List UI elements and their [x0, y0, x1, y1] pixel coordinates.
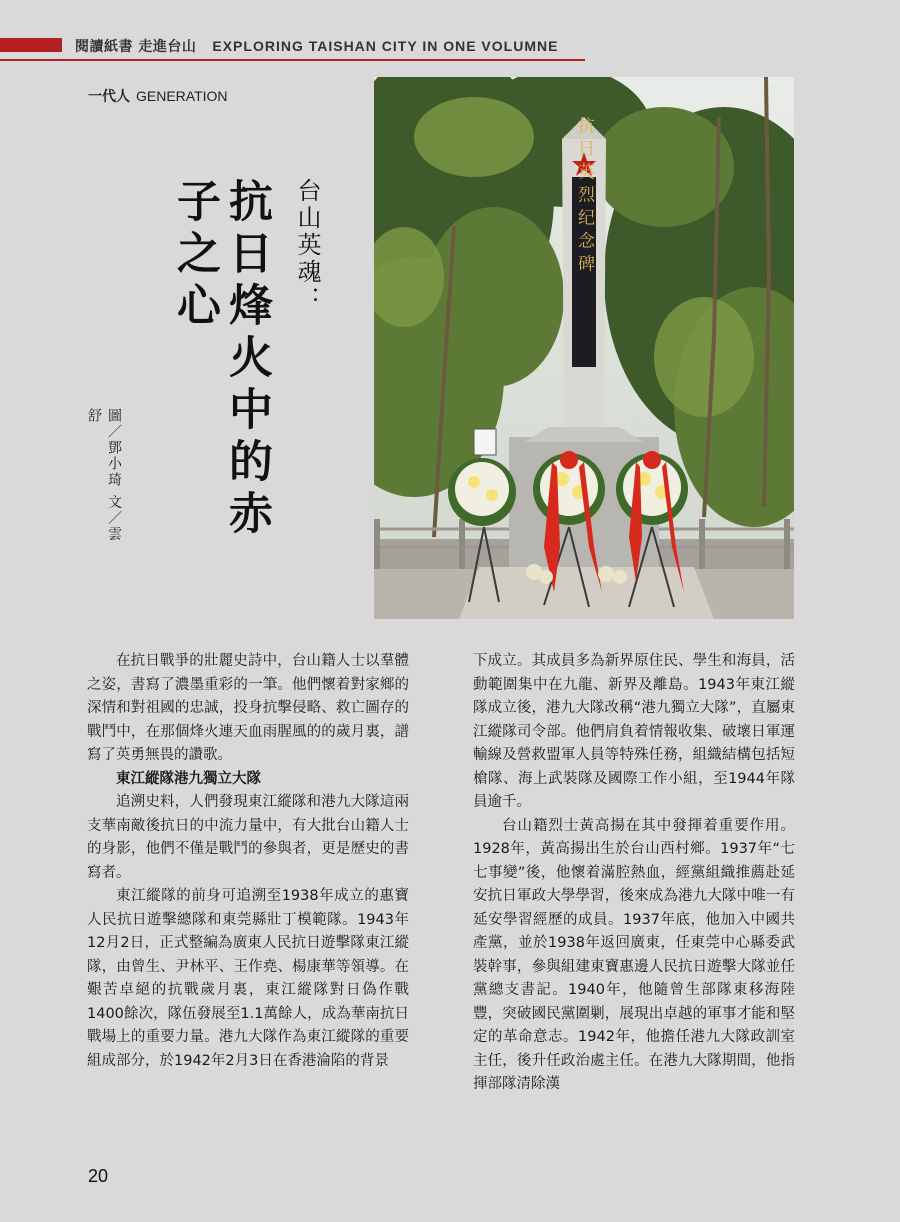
- paragraph: 追溯史料，人們發現東江縱隊和港九大隊這兩支華南敵後抗日的中流力量中，有大批台山籍人士的身影，他們不僅是戰鬥的參與者，更是歷史的書寫者。: [87, 794, 409, 881]
- article-column-2: [473, 650, 795, 1097]
- header-en: EXPLORING TAISHAN CITY IN ONE VOLUMNE: [212, 38, 559, 54]
- byline: 圖／鄧小琦 文／雲舒: [86, 408, 122, 543]
- article-title: 抗日烽火中的赤子之心: [169, 178, 272, 542]
- header-rule: [0, 59, 585, 61]
- paragraph-continued: 下成立。其成員多為新界原住民、學生和海員，活動範圍集中在九龍、新界及離島。1943年東江縱隊成立後，港九大隊改稱“港九獨立大隊”，直屬東江縱隊司令部。他們肩負着情報收集、破壞日軍運輸線及營救盟軍人員等特殊任務，組織結構包括短槍隊、海上武裝隊及國際工作小組，至1944年隊員逾千。: [473, 653, 795, 810]
- subheading: 東江縱隊港九獨立大隊: [116, 770, 261, 787]
- paragraph: 東江縱隊的前身可追溯至1938年成立的惠寶人民抗日遊擊總隊和東莞縣壯丁模範隊。1943年12月2日，正式整編為廣東人民抗日遊擊隊東江縱隊，由曾生、尹林平、王作堯、楊康華等領導。在艱苦卓絕的抗戰歲月裏，東江縱隊對日偽作戰1400餘次，隊伍發展至1.1萬餘人，成為華南抗日戰場上的重要力量。港九大隊作為東江縱隊的重要組成部分，於1942年2月3日在香港淪陷的背景: [87, 888, 409, 1069]
- article-subtitle: 台山英魂：: [293, 178, 321, 313]
- paragraph: 台山籍烈士黃高揚在其中發揮着重要作用。1928年，黃高揚出生於台山西村鄉。1937年“七七事變”後，他懷着滿腔熱血，經黨組織推薦赴延安抗日軍政大學學習，後來成為港九大隊中唯一有延安學習經歷的成員。1937年底，他加入中國共產黨，並於1938年返回廣東，任東莞中心縣委武裝幹事，參與組建東寶惠邊人民抗日遊擊大隊並任黨總支書記。1940年，他隨曾生部隊東移海陸豐，突破國民黨圍剿，展現出卓越的軍事才能和堅定的革命意志。1942年，他擔任港九大隊政訓室主任，後升任政治處主任。在港九大隊期間，他指揮部隊清除漢: [473, 817, 795, 1092]
- header-zh: 閱讀紙書 走進台山: [75, 39, 197, 55]
- paragraph: 在抗日戰爭的壯麗史詩中，台山籍人士以羣體之姿，書寫了濃墨重彩的一筆。他們懷着對家鄉的深情和對祖國的忠誠，投身抗擊侵略、救亡圖存的戰鬥中，在那個烽火連天血雨腥風的的歲月裏，譜寫了英勇無畏的讚歌。: [87, 653, 409, 763]
- article-column-1: [87, 650, 409, 1073]
- section-zh: 一代人: [88, 89, 130, 105]
- page-number: 20: [88, 1166, 109, 1186]
- monument-inscription: 抗日英烈纪念碑: [574, 116, 594, 278]
- section-en: GENERATION: [136, 88, 228, 104]
- section-label: [88, 86, 228, 106]
- monument-photo: [374, 77, 794, 619]
- header-accent-bar: [0, 38, 62, 52]
- running-header: [75, 36, 558, 56]
